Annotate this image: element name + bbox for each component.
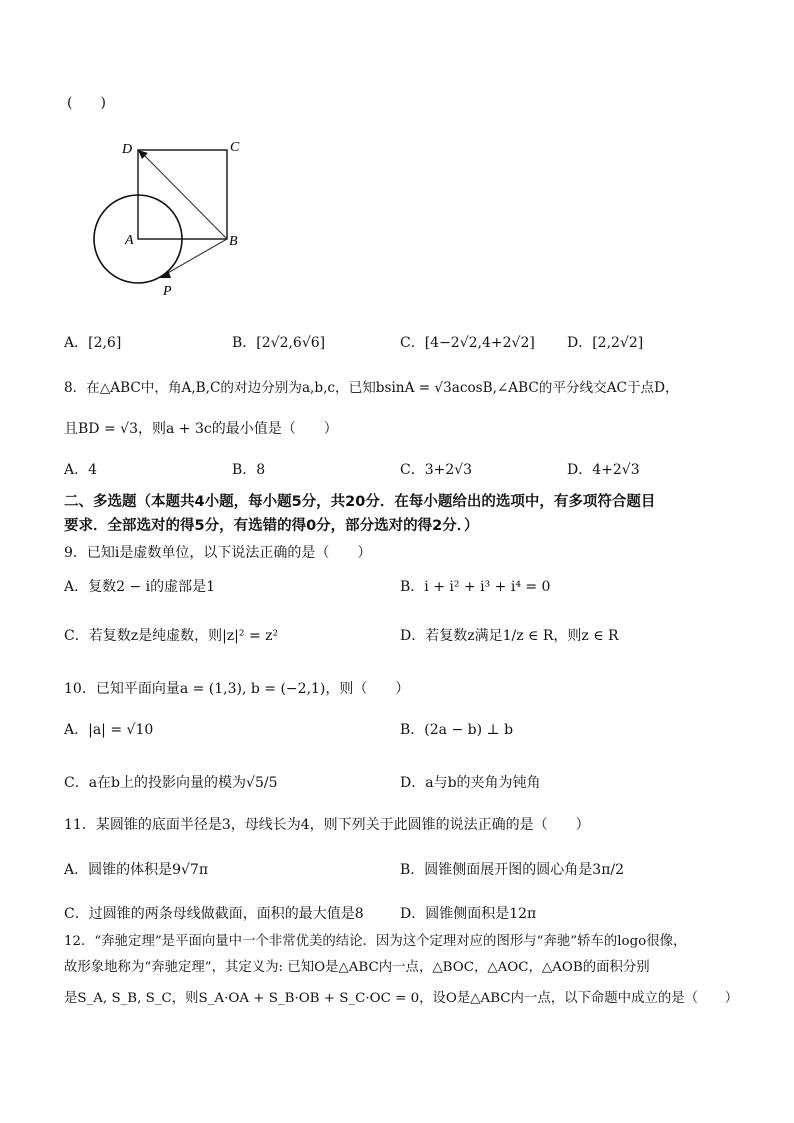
section2-heading-line1: 二、多选题（本题共4小题，每小题5分，共20分．在每小题给出的选项中，有多项符合题目 xyxy=(64,494,656,510)
q8-stem-line2: 且BD = √3，则a + 3c的最小值是（ ） xyxy=(64,421,338,437)
q12-line2: 故形象地称为“奔驰定理”，其定义为: 已知O是△ABC内一点，△BOC，△AOC，△AOB的面积分别 xyxy=(64,960,650,975)
q9-option-c: C．若复数z是纯虚数，则|z|² = z² xyxy=(64,628,279,644)
q12-line3: 是S_A, S_B, S_C，则S_A·OA + S_B·OB + S_C·OC = 0，设O是△ABC内一点，以下命题中成立的是（ ） xyxy=(64,991,739,1006)
q7-option-c: C．[4−2√2,4+2√2] xyxy=(400,335,535,351)
q8-option-c: C．3+2√3 xyxy=(400,462,473,478)
q9-option-b: B．i + i² + i³ + i⁴ = 0 xyxy=(400,579,551,595)
q7-option-d: D．[2,2√2] xyxy=(567,335,644,351)
q8-option-d: D．4+2√3 xyxy=(567,462,640,478)
q10-option-b: B．(2a − b) ⊥ b xyxy=(400,722,514,738)
q9-option-a: A．复数2 − i的虚部是1 xyxy=(64,579,216,595)
vector-bp xyxy=(166,239,227,274)
label-p: P xyxy=(163,284,172,299)
q10-option-d: D．a与b的夹角为钝角 xyxy=(400,775,541,791)
label-b: B xyxy=(229,234,238,249)
q7-answer-bracket: ( ) xyxy=(67,95,106,111)
q10-option-c: C．a在b上的投影向量的模为√5/5 xyxy=(64,775,278,791)
label-c: C xyxy=(230,140,240,155)
q7-option-a: A．[2,6] xyxy=(64,335,122,351)
q10-stem: 10．已知平面向量a = (1,3), b = (−2,1)，则（ ） xyxy=(64,681,410,697)
vector-bd xyxy=(143,154,227,239)
q8-option-b: B．8 xyxy=(232,462,266,478)
q10-option-a: A．|a| = √10 xyxy=(64,722,154,738)
q8-stem-line1: 8．在△ABC中，角A,B,C的对边分别为a,b,c，已知bsinA = √3acosB,∠ABC的平分线交AC于点D， xyxy=(64,380,679,396)
q7-option-b: B．[2√2,6√6] xyxy=(232,335,326,351)
arrowhead-p xyxy=(160,270,171,278)
q8-option-a: A．4 xyxy=(64,462,98,478)
q11-stem: 11．某圆锥的底面半径是3，母线长为4，则下列关于此圆锥的说法正确的是（ ） xyxy=(64,817,590,833)
q7-figure xyxy=(88,132,258,302)
q11-option-d: D．圆锥侧面积是12π xyxy=(400,906,537,922)
q11-option-a: A．圆锥的体积是9√7π xyxy=(64,862,209,878)
label-a: A xyxy=(125,233,134,248)
label-d: D xyxy=(122,142,133,157)
q11-option-b: B．圆锥侧面展开图的圆心角是3π/2 xyxy=(400,862,625,878)
q9-stem: 9．已知i是虚数单位，以下说法正确的是（ ） xyxy=(64,545,372,561)
q11-option-c: C．过圆锥的两条母线做截面，面积的最大值是8 xyxy=(64,906,364,922)
q12-line1: 12．“奔驰定理”是平面向量中一个非常优美的结论．因为这个定理对应的图形与“奔驰”轿车的logo很像， xyxy=(64,934,687,949)
section2-heading-line2: 要求．全部选对的得5分，有选错的得0分，部分选对的得2分．） xyxy=(64,518,479,534)
q9-option-d: D．若复数z满足1/z ∈ R，则z ∈ R xyxy=(400,628,619,644)
